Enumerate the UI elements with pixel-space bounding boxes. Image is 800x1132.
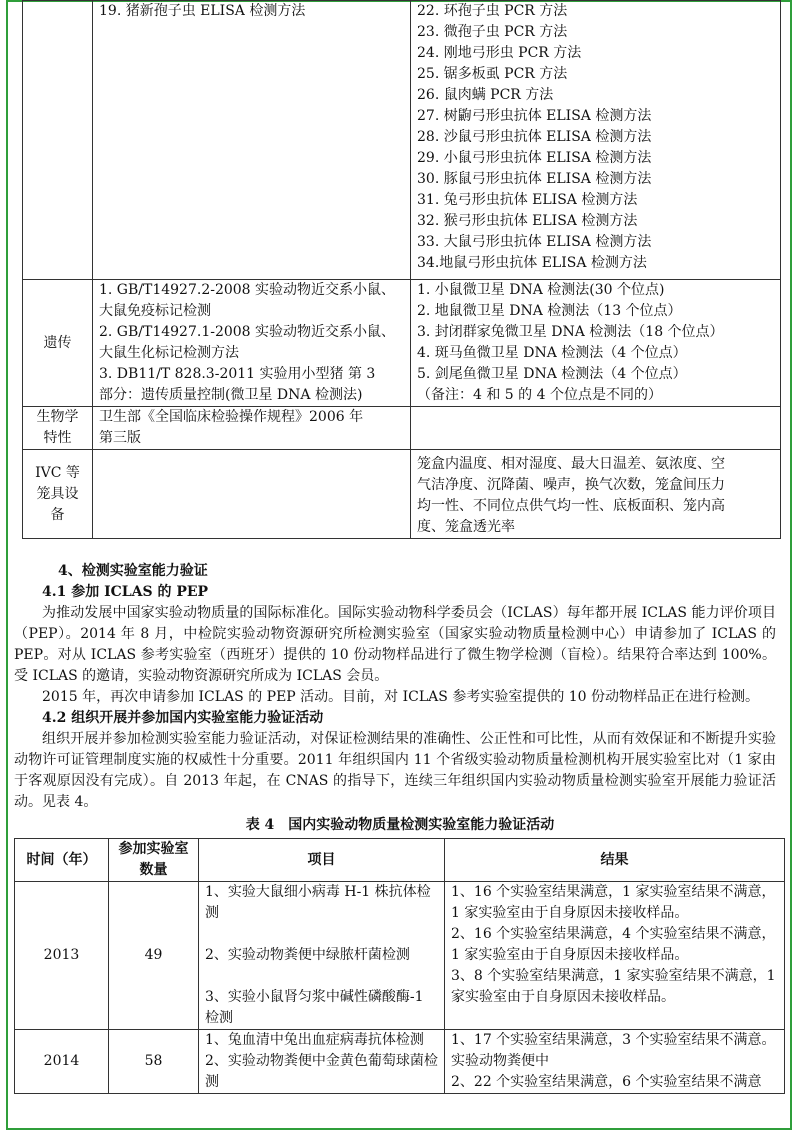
method-line: 29. 小鼠弓形虫抗体 ELISA 检测方法 [417,150,652,166]
item-text: 1、实验大鼠细小病毒 H-1 株抗体检测 [205,884,431,921]
method-line: 22. 环孢子虫 PCR 方法 [417,3,568,19]
category-line: 笼具设 [36,485,79,502]
category-cell [23,1,93,280]
table-row [23,407,781,450]
standard-line: 大鼠生化标记检测方法 [99,345,239,361]
results-cell [445,882,785,1030]
section-heading: 4、检测实验室能力验证 [58,563,208,579]
items-cell [199,882,445,1030]
method-line: 26. 鼠肉螨 PCR 方法 [417,87,554,103]
category-line: 特性 [43,430,72,446]
standard-line: 大鼠免疫标记检测 [99,303,211,319]
method-line: 5. 剑尾鱼微卫星 DNA 检测法（4 个位点） [417,366,687,382]
methods-cell [411,1,781,280]
proficiency-testing-table [14,838,785,1094]
method-line: 2. 地鼠微卫星 DNA 检测法（13 个位点） [417,303,682,319]
standard-line: 2. GB/T14927.1-2008 实验动物近交系小鼠、 [99,324,396,340]
col-header-year: 时间（年） [15,839,109,882]
method-line: （备注：4 和 5 的 4 个位点是不同的） [417,387,662,403]
result-text: 2、16 个实验室结果满意，4 个实验室结果不满意，1 家实验室由于自身原因未接收样品。 [451,926,776,963]
count-cell: 49 [109,882,199,1030]
category-line: 备 [50,506,65,523]
table-caption: 表 4 国内实验动物质量检测实验室能力验证活动 [245,817,555,833]
method-line: 27. 树鼩弓形虫抗体 ELISA 检测方法 [417,108,652,124]
result-text: 1、17 个实验室结果满意，3 个实验室结果不满意。实验动物粪便中 [451,1032,776,1069]
methods-cell [411,280,781,407]
detection-methods-table [22,0,781,539]
year-cell: 2013 [15,882,109,1030]
item-text: 3、实验小鼠肾匀浆中碱性磷酸酶-1 检测 [205,989,424,1026]
method-line: 32. 猴弓形虫抗体 ELISA 检测方法 [417,213,638,229]
items-cell [199,1030,445,1094]
result-text: 1、16 个实验室结果满意，1 家实验室结果不满意，1 家实验室由于自身原因未接收样品。 [451,884,776,921]
standard-line: 第三版 [99,430,141,446]
table-header-row [15,839,785,882]
paragraph: 2015 年，再次申请参加 ICLAS 的 PEP 活动。目前，对 ICLAS 参考实验室提供的 10 份动物样品正在进行检测。 [42,689,760,705]
method-line: 33. 大鼠弓形虫抗体 ELISA 检测方法 [417,234,652,250]
document-page [14,0,786,1094]
method-line: 3. 封闭群家兔微卫星 DNA 检测法（18 个位点） [417,324,724,340]
year-cell: 2014 [15,1030,109,1094]
table-row [23,1,781,280]
result-text: 3、8 个实验室结果满意，1 家实验室结果不满意，1 家实验室由于自身原因未接收样品。 [451,968,776,1005]
method-line: 均一性、不同位点供气均一性、底板面积、笼内高 [417,498,725,514]
method-line: 34.地鼠弓形虫抗体 ELISA 检测方法 [417,255,647,271]
standard-line: 3. DB11/T 828.3-2011 实验用小型猪 第 3 [99,366,376,382]
standards-cell [93,280,411,407]
method-line: 31. 兔弓形虫抗体 ELISA 检测方法 [417,192,638,208]
category-line: IVC 等 [35,464,80,481]
method-line: 4. 斑马鱼微卫星 DNA 检测法（4 个位点） [417,345,687,361]
table-row [15,882,785,1030]
standards-cell [93,1,411,280]
category-cell: 遗传 [23,280,93,407]
result-text: 2、22 个实验室结果满意，6 个实验室结果不满意 [451,1074,762,1090]
category-cell [23,450,93,539]
standard-line: 部分：遗传质量控制(微卫星 DNA 检测法) [99,387,363,403]
table-row [23,450,781,539]
standard-line: 1. GB/T14927.2-2008 实验动物近交系小鼠、 [99,282,396,298]
method-line: 25. 锯多板虱 PCR 方法 [417,66,568,82]
paragraph: 组织开展并参加检测实验室能力验证活动，对保证检测结果的准确性、公正性和可比性，从而有效保证和不断提升实验动物许可证管理制度实施的权威性十分重要。2011 年组织国内 11 个省级实验动物质量检测机构开展实验室比对（1 家由于客观原因没有完成）。自 2013 年起，在 CNAS 的指导下，连续三年组织国内实验动物质量检测实验室开展能力验证活动。见表 4。 [14,731,776,810]
method-line: 度、笼盒透光率 [417,519,515,535]
method-line: 1. 小鼠微卫星 DNA 检测法(30 个位点) [417,282,665,298]
col-header-results: 结果 [445,839,785,882]
col-header-count: 参加实验室数量 [109,839,199,882]
category-cell [23,407,93,450]
methods-cell [411,450,781,539]
table-row [23,280,781,407]
count-cell: 58 [109,1030,199,1094]
standards-cell [93,450,411,539]
col-header-items: 项目 [199,839,445,882]
results-cell [445,1030,785,1094]
item-text: 2、实验动物粪便中金黄色葡萄球菌检测 [205,1053,438,1090]
method-line: 28. 沙鼠弓形虫抗体 ELISA 检测方法 [417,129,652,145]
item-text: 2、实验动物粪便中绿脓杆菌检测 [205,947,410,963]
table-row [15,1030,785,1094]
method-line: 气洁净度、沉降菌、噪声，换气次数，笼盒间压力 [417,477,725,493]
standard-line: 卫生部《全国临床检验操作规程》2006 年 [99,409,364,425]
standards-cell [93,407,411,450]
paragraph: 为推动发展中国家实验动物质量的国际标准化。国际实验动物科学委员会（ICLAS）每年都开展 ICLAS 能力评价项目（PEP）。2014 年 8 月，中检院实验动物资源研究所检测实验室（国家实验动物质量检测中心）申请参加了 ICLAS 的 PEP。对从 ICLAS 参考实验室（西班牙）提供的 10 份动物样品进行了微生物学检测（盲检）。结果符合率达到 100%。受 ICLAS 的邀请，实验动物资源研究所成为 ICLAS 会员。 [14,605,776,684]
method-line: 23. 微孢子虫 PCR 方法 [417,24,568,40]
method-line: 30. 豚鼠弓形虫抗体 ELISA 检测方法 [417,171,652,187]
methods-cell [411,407,781,450]
item-text: 1、兔血清中兔出血症病毒抗体检测 [205,1032,424,1048]
method-line: 笼盒内温度、相对湿度、最大日温差、氨浓度、空 [417,456,725,472]
method-line: 24. 刚地弓形虫 PCR 方法 [417,45,582,61]
category-line: 生物学 [36,409,79,425]
standard-line: 19. 猪新孢子虫 ELISA 检测方法 [99,3,306,19]
subsection-heading: 4.1 参加 ICLAS 的 PEP [42,584,209,600]
subsection-heading: 4.2 组织开展并参加国内实验室能力验证活动 [42,710,324,726]
